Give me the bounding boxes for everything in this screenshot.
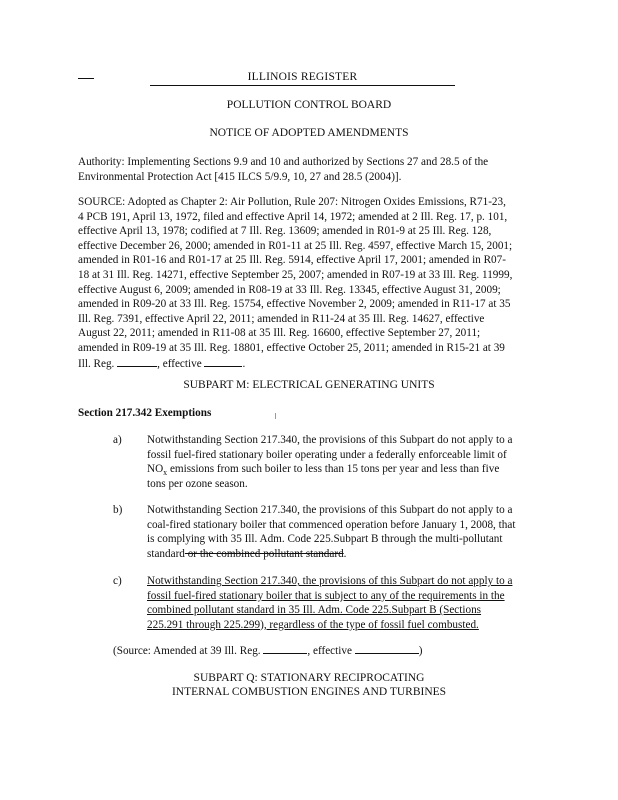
item-a-line-1: Notwithstanding Section 217.340, the provisions of this Subpart do not apply to a <box>147 434 513 446</box>
item-a-line-2: fossil fuel-fired stationary boiler operating under a federally enforceable limit of <box>147 448 507 461</box>
text-cursor-mark <box>275 413 276 419</box>
source-note <box>113 643 553 659</box>
source-note-close: ) <box>418 645 423 657</box>
item-b-standard: standard <box>147 547 185 560</box>
register-header: ILLINOIS REGISTER <box>150 70 455 86</box>
source-line-9: Ill. Reg. 7391, effective April 22, 2011; amended in R11-24 at 35 Ill. Reg. 14627, effective <box>78 312 485 325</box>
source-note-effective-blank <box>355 643 419 654</box>
item-b-line-2: coal-fired stationary boiler that commenced operation before January 1, 2008, that <box>147 518 516 531</box>
authority-line-2: Environmental Protection Act [415 ILCS 5/9.9, 10, 27 and 28.5 (2004)]. <box>78 170 402 183</box>
authority-paragraph <box>78 155 543 184</box>
source-line-6: 18 at 31 Ill. Reg. 14271, effective September 25, 2007; amended in R07-19 at 33 Ill. Reg. 11999, <box>78 268 513 281</box>
source-note-prefix: (Source: Amended at 39 Ill. Reg. <box>113 645 261 657</box>
item-c-line-4: 225.291 through 225.299), regardless of the type of fossil fuel combusted. <box>147 618 479 631</box>
item-b-line-1: Notwithstanding Section 217.340, the provisions of this Subpart do not apply to a <box>147 504 513 516</box>
item-b-period: . <box>343 547 347 560</box>
item-c-text-inserted <box>147 574 549 632</box>
item-b-line-3: is complying with 35 Ill. Adm. Code 225.Subpart B through the multi-pollutant <box>147 533 503 546</box>
item-a-letter: a) <box>113 434 122 446</box>
source-paragraph <box>78 195 543 371</box>
item-a-line-3-rest: emissions from such boiler to less than 15 tons per year and less than five <box>167 463 500 476</box>
source-effective-blank <box>204 356 242 367</box>
item-b-line-4 <box>147 547 549 562</box>
item-c-line-2: fossil fuel-fired stationary boiler that is subject to any of the requirements in the <box>147 589 505 602</box>
nox-subscript: x <box>163 468 168 478</box>
item-a-line-4: tons per ozone season. <box>147 477 248 490</box>
authority-line-1: Authority: Implementing Sections 9.9 and 10 and authorized by Sections 27 and 28.5 of the <box>78 156 489 168</box>
source-reg-prefix: Ill. Reg. <box>78 357 115 370</box>
source-reg-blank <box>117 356 157 367</box>
source-line-11: amended in R09-19 at 35 Ill. Reg. 18801, effective October 25, 2011; amended in R15-21 at 39 <box>78 341 505 354</box>
item-c-line-1: Notwithstanding Section 217.340, the provisions of this Subpart do not apply to a <box>147 575 513 587</box>
source-line-7: effective August 6, 2009; amended in R08-19 at 33 Ill. Reg. 13345, effective August 31, 2009; <box>78 283 501 296</box>
item-b-deleted-text: or the combined pollutant standard <box>184 547 344 560</box>
item-a-line-3 <box>147 462 549 477</box>
source-effective-label: , effective <box>157 357 202 370</box>
source-line-5: amended in R01-16 and R01-17 at 25 Ill. Reg. 5914, effective April 17, 2001; amended in R07- <box>78 254 506 267</box>
source-line-8: amended in R09-20 at 33 Ill. Reg. 15754, effective November 2, 2009; amended in R11-17 at 35 <box>78 298 511 311</box>
header-left-rule <box>78 78 94 79</box>
source-note-effective-label: , effective <box>307 645 352 657</box>
item-b-letter: b) <box>113 504 123 516</box>
source-line-3: effective April 13, 1978; codified at 7 Ill. Reg. 13609; amended in R01-9 at 25 Ill. Reg. 128, <box>78 225 492 238</box>
item-a-text <box>147 433 549 491</box>
notice-title: NOTICE OF ADOPTED AMENDMENTS <box>209 127 409 139</box>
item-c-line-3: combined pollutant standard in 35 Ill. Adm. Code 225.Subpart B (Sections <box>147 604 482 617</box>
source-end-period: . <box>242 357 246 370</box>
item-c-letter: c) <box>113 575 122 587</box>
subpart-q-heading-line-2: INTERNAL COMBUSTION ENGINES AND TURBINES <box>171 686 447 698</box>
source-line-1: SOURCE: Adopted as Chapter 2: Air Pollution, Rule 207: Nitrogen Oxides Emissions, R71-23, <box>78 196 506 208</box>
source-line-2: 4 PCB 191, April 13, 1972, filed and effective April 14, 1972; amended at 2 Ill. Reg. 17, p. 101, <box>78 210 508 223</box>
board-title: POLLUTION CONTROL BOARD <box>226 99 392 111</box>
source-line-4: effective December 26, 2000; amended in R01-11 at 25 Ill. Reg. 4597, effective March 15, 2001; <box>78 239 513 252</box>
source-line-10: August 22, 2011; amended in R11-08 at 35 Ill. Reg. 16600, effective September 27, 2011; <box>78 327 481 340</box>
nox-symbol: NO <box>147 463 164 476</box>
section-heading: Section 217.342 Exemptions <box>78 407 212 419</box>
source-note-reg-blank <box>263 643 307 654</box>
source-line-12 <box>78 356 543 372</box>
subpart-q-heading-line-1: SUBPART Q: STATIONARY RECIPROCATING <box>193 672 425 684</box>
item-b-text <box>147 503 549 561</box>
subpart-m-heading: SUBPART M: ELECTRICAL GENERATING UNITS <box>183 379 435 391</box>
